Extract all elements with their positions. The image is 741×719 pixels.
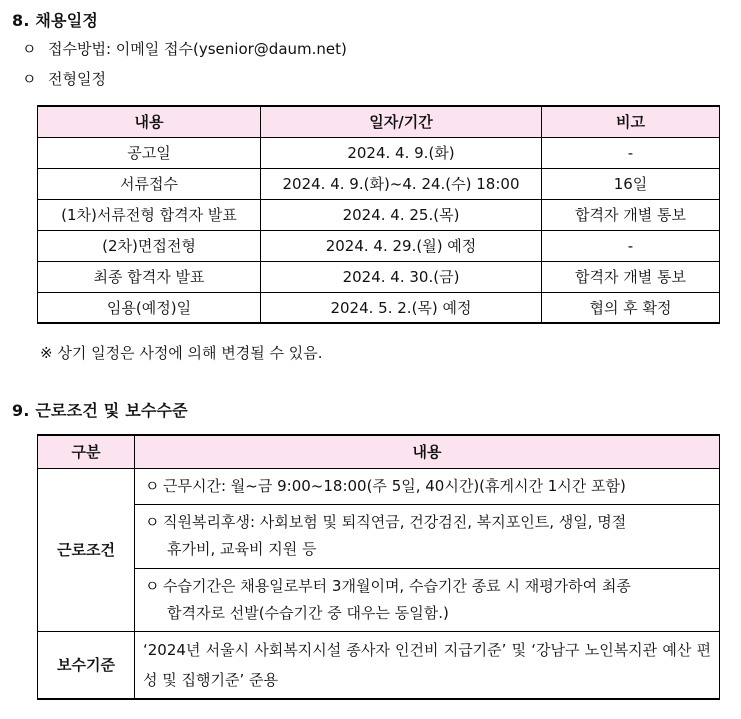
cell-date: 2024. 4. 25.(목)	[261, 199, 542, 230]
cell-date: 2024. 5. 2.(목) 예정	[261, 292, 542, 323]
cell-content: 서류접수	[38, 168, 261, 199]
header-remarks: 비고	[542, 106, 720, 137]
table-row	[38, 631, 720, 699]
work-conditions-label: 근로조건	[38, 468, 135, 631]
cell-remarks: 16일	[542, 168, 720, 199]
cell-content: (1차)서류전형 합격자 발표	[38, 199, 261, 230]
header-content: 내용	[38, 106, 261, 137]
schedule-table	[37, 105, 720, 324]
cell-remarks: -	[542, 230, 720, 261]
bullet-marker: ㅇ	[22, 70, 37, 88]
table-row	[38, 137, 720, 168]
section-8-title: 8. 채용일정	[12, 11, 99, 30]
cell-content: 임용(예정)일	[38, 292, 261, 323]
cell-remarks: 합격자 개별 통보	[542, 261, 720, 292]
cell-date: 2024. 4. 29.(월) 예정	[261, 230, 542, 261]
bullet-marker: ㅇ	[22, 40, 37, 58]
conditions-header-row	[38, 435, 720, 468]
table-row	[38, 168, 720, 199]
application-method-text: 접수방법: 이메일 접수(ysenior@daum.net)	[48, 40, 347, 58]
welfare-text-line2: 휴가비, 교육비 지원 등	[167, 540, 317, 558]
cell-remarks: -	[542, 137, 720, 168]
conditions-table	[37, 434, 720, 700]
work-hours-item	[135, 468, 720, 504]
schedule-bullet-text: 전형일정	[48, 70, 106, 88]
cell-remarks: 협의 후 확정	[542, 292, 720, 323]
table-row	[38, 468, 720, 504]
table-row	[38, 504, 720, 568]
header-details: 내용	[135, 435, 720, 468]
welfare-text-line1: 직원복리후생: 사회보험 및 퇴직연금, 건강검진, 복지포인트, 생일, 명절	[163, 513, 627, 531]
cell-content: (2차)면접전형	[38, 230, 261, 261]
table-row	[38, 199, 720, 230]
table-row	[38, 261, 720, 292]
probation-text-line1: 수습기간은 채용일로부터 3개월이며, 수습기간 종료 시 재평가하여 최종	[163, 576, 631, 595]
probation-item	[135, 568, 720, 631]
cell-date: 2024. 4. 9.(화)	[261, 137, 542, 168]
schedule-header-row	[38, 106, 720, 137]
pay-standard-label: 보수기준	[38, 631, 135, 699]
probation-text-line2: 합격자로 선발(수습기간 중 대우는 동일함.)	[167, 603, 449, 622]
cell-content: 최종 합격자 발표	[38, 261, 261, 292]
header-category: 구분	[38, 435, 135, 468]
table-row	[38, 230, 720, 261]
welfare-item	[135, 504, 720, 568]
bullet-marker: ㅇ	[145, 576, 160, 595]
bullet-marker: ㅇ	[145, 513, 160, 531]
application-method-bullet	[22, 38, 347, 59]
pay-standard-text: ‘2024년 서울시 사회복지시설 종사자 인건비 지급기준’ 및 ‘강남구 노인복지관 예산 편성 및 집행기준’ 준용	[135, 631, 720, 699]
schedule-bullet	[22, 68, 106, 89]
cell-date: 2024. 4. 9.(화)~4. 24.(수) 18:00	[261, 168, 542, 199]
cell-remarks: 합격자 개별 통보	[542, 199, 720, 230]
section-9-title: 9. 근로조건 및 보수수준	[12, 401, 188, 420]
work-hours-text: 근무시간: 월~금 9:00~18:00(주 5일, 40시간)(휴게시간 1시간 포함)	[163, 476, 626, 495]
schedule-note: ※ 상기 일정은 사정에 의해 변경될 수 있음.	[40, 344, 323, 362]
cell-content: 공고일	[38, 137, 261, 168]
table-row	[38, 292, 720, 323]
header-date: 일자/기간	[261, 106, 542, 137]
bullet-marker: ㅇ	[145, 476, 160, 495]
cell-date: 2024. 4. 30.(금)	[261, 261, 542, 292]
table-row	[38, 568, 720, 631]
